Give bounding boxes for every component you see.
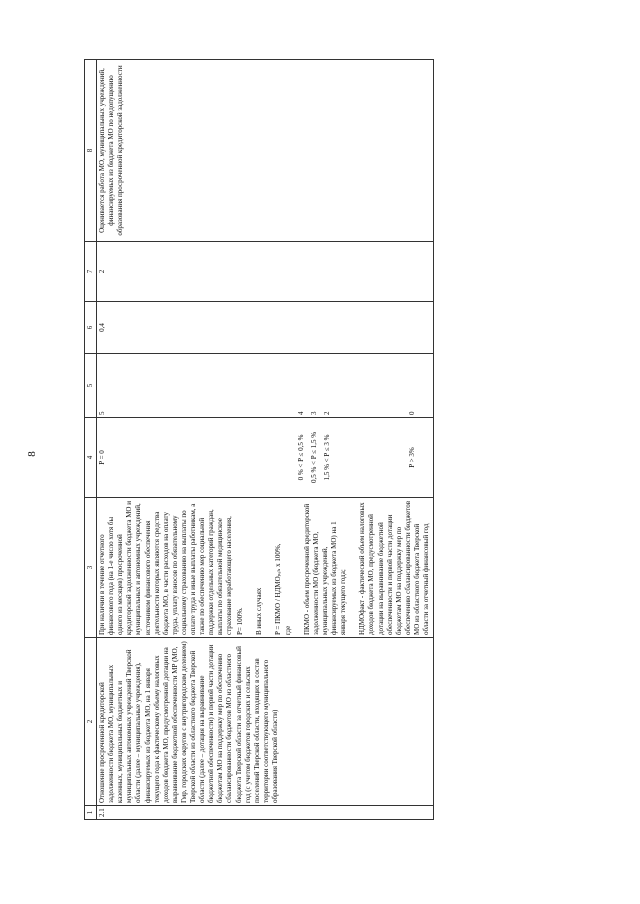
- scores-cell: [97, 354, 434, 418]
- method-paragraph: ПКМО - объем просроченной кредиторской задолженности МО (бюджета МО, муниципальных учреждений, финансируемых из бюджета МО) на 1 января текущего года;: [302, 503, 348, 635]
- column-number: 3: [85, 498, 97, 638]
- rotated-table-container: [84, 60, 616, 820]
- max-score: 2: [97, 242, 434, 302]
- paragraph-gap: [349, 500, 358, 635]
- condition-value: 1,5 % < P ≤ 3 %: [323, 434, 332, 481]
- indicator-description: Оценивается работа МО, муниципальных учреждений, финансируемых из бюджета МО по недопущению образования просроченной кредиторской задолженности: [97, 60, 434, 242]
- condition-value: 0 % < P ≤ 0,5 %: [297, 434, 306, 481]
- score-value: 0: [408, 411, 417, 415]
- method-paragraph: В иных случаях: [254, 587, 263, 635]
- method-paragraph: P= 100%.: [235, 607, 244, 635]
- column-number-row: [85, 60, 97, 820]
- row-index: 2.1: [97, 806, 434, 820]
- paragraph-gap: [294, 500, 303, 635]
- score-value: 5: [98, 411, 107, 415]
- score-value: 2: [323, 411, 332, 415]
- condition-value: P > 3%: [408, 447, 417, 468]
- conditions-cell: [97, 418, 434, 498]
- paragraph-gap: [265, 500, 274, 635]
- column-number: 8: [85, 60, 97, 242]
- criteria-table: [84, 59, 434, 820]
- calculation-method: [97, 498, 434, 638]
- column-number: 6: [85, 302, 97, 354]
- score-value: 4: [297, 411, 306, 415]
- score-value: 3: [310, 411, 319, 415]
- condition-value: 0,5 % < P ≤ 1,5 %: [310, 431, 319, 484]
- paragraph-gap: [246, 500, 255, 635]
- method-paragraph: P = ПКМО / НДМОₚₐₕ х 100%,: [273, 543, 282, 635]
- table-row: [97, 60, 434, 820]
- column-number: 7: [85, 242, 97, 302]
- indicator-name: Отношение просроченной кредиторской задолженности бюджета МО, муниципальных казенных, муниципальных бюджетных и муниципальных автономных учреждений Тверской области (далее – муниципальные учреждения), финансируемых из бюджета МО, на 1 января текущего года к фактическому объему налоговых доходов бюджета МО, предусмотренной дотации на выравнивание бюджетной обеспеченности МР (МО, Гмр, городских округов с внутригородским делением) Тверской области из областного бюджета Тверской области (далее – дотация на выравнивание бюджетной обеспеченности) и первой части дотации бюджетам МО на поддержку мер по обеспечению сбалансированности бюджетов МО из областного бюджета Тверской области за отчетный финансовый год (с учетом бюджетов городских и сельских поселений Тверской области, входящих в состав территории соответствующего муниципального образования Тверской области): [97, 638, 434, 806]
- weight: 0,4: [97, 302, 434, 354]
- column-number: 2: [85, 638, 97, 806]
- column-number: 5: [85, 354, 97, 418]
- method-paragraph: НДМОфакт - фактический объем налоговых доходов бюджета МО, предусмотренной дотации на выравнивание бюджетной обеспеченности и первой части дотации бюджетам МО на поддержку мер по обеспечению сбалансированности бюджетов МО из областного бюджета Тверской области за отчетный финансовый год: [358, 500, 430, 635]
- page-number: 8: [26, 451, 38, 457]
- column-number: 4: [85, 418, 97, 498]
- condition-value: P = 0: [98, 450, 107, 465]
- method-paragraph: где: [283, 625, 292, 635]
- method-paragraph: При наличии в течение отчетного финансового года (на 1-е число хотя бы одного из месяцев) просроченной кредиторской задолженности бюджета МО и муниципальных и автономных учреждений, источником финансового обеспечения деятельности которых являются средства бюджета МО, в части расходов на оплату труда, уплату взносов по обязательному социальному страхованию на выплаты по оплате труда и иные выплаты работникам, а также по обеспечению мер социальной поддержки отдельных категорий граждан, выплаты по обязательной медицинское страхование неработающего населения,: [98, 501, 234, 635]
- column-number: 1: [85, 806, 97, 820]
